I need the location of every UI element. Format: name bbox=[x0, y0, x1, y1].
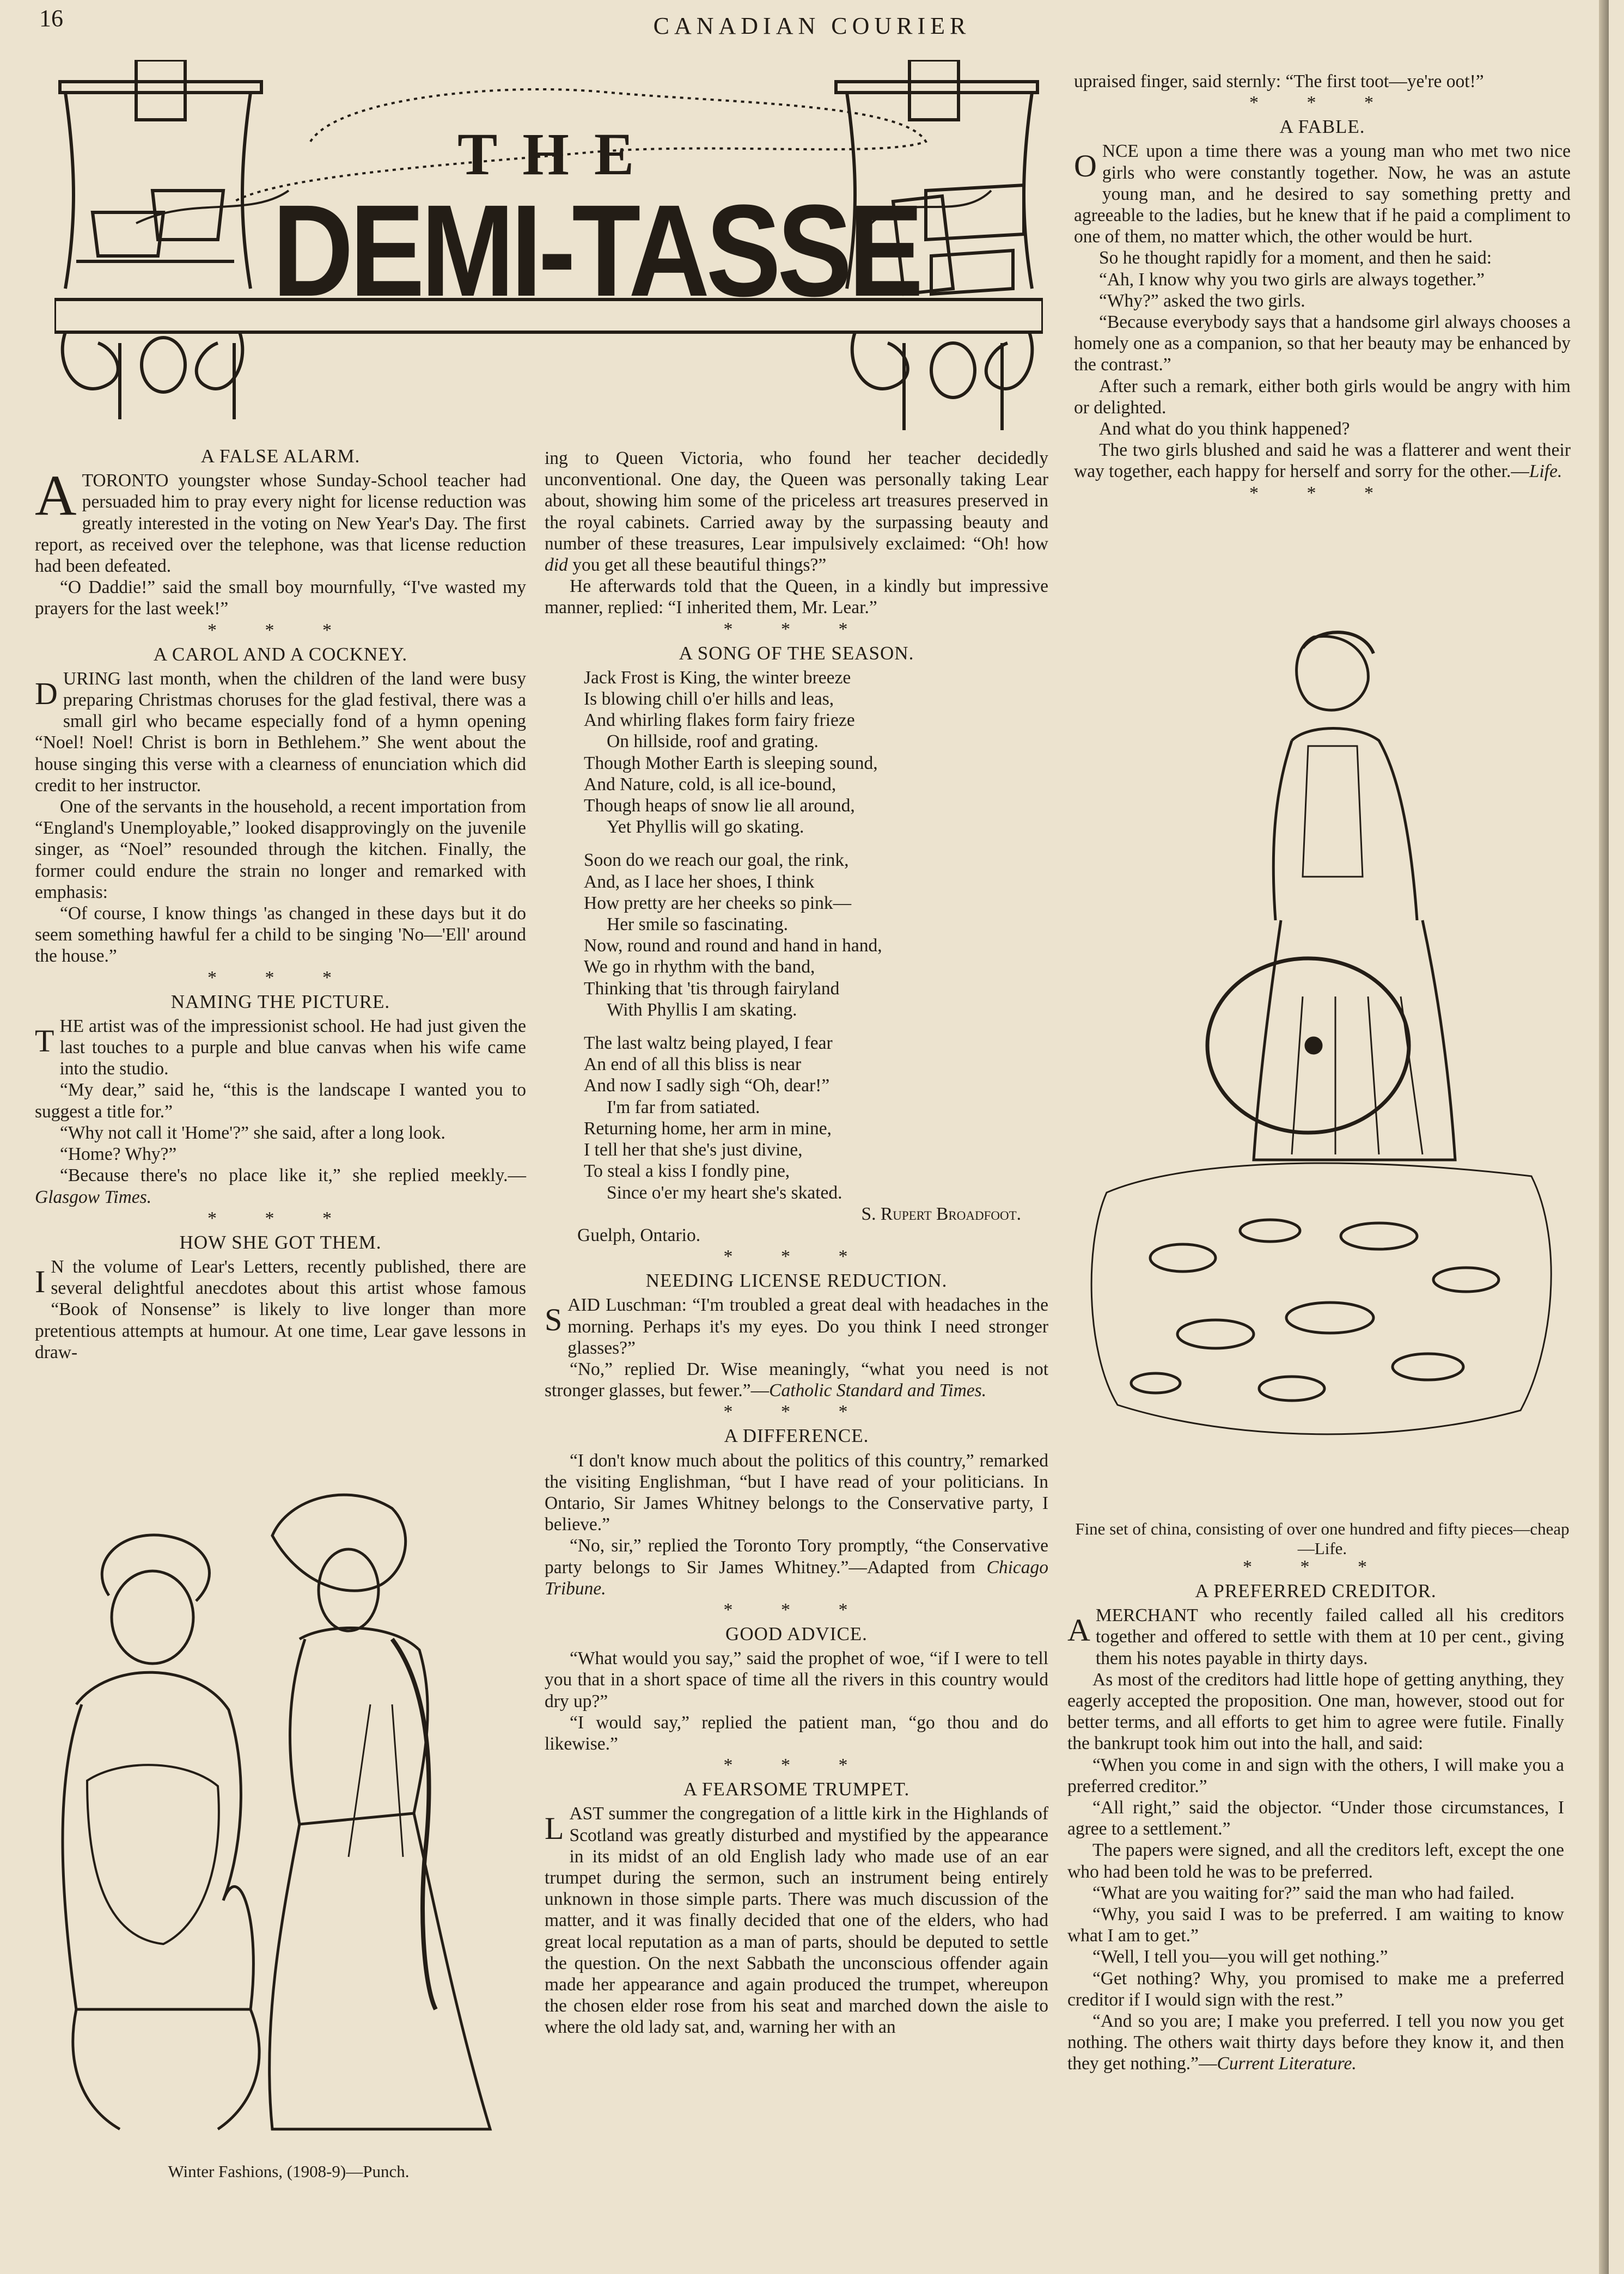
separator: * * * bbox=[723, 1755, 870, 1776]
drop-cap-d: D bbox=[35, 675, 58, 711]
running-head: CANADIAN COURIER bbox=[653, 13, 971, 39]
separator: * * * bbox=[207, 967, 353, 988]
verse-line: Is blowing chill o'er hills and leas, bbox=[584, 689, 834, 710]
drop-cap-t: T bbox=[35, 1023, 54, 1059]
song-author: S. Rupert Broadfoot. bbox=[861, 1203, 1021, 1224]
needing-p1: AID Luschman: “I'm troubled a great deal with headaches in the morning. Perhaps it's my eyes. Do you think I need stronger glasses?” bbox=[567, 1295, 1048, 1358]
drop-cap-o: O bbox=[1074, 148, 1097, 184]
naming-p2: “My dear,” said he, “this is the landscape I wanted you to suggest a title for.” bbox=[35, 1080, 526, 1122]
column-3 bbox=[1074, 71, 1571, 501]
fable-p2: So he thought rapidly for a moment, and then he said: bbox=[1099, 248, 1492, 268]
creditor-p3: “When you come in and sign with the others, I will make you a preferred creditor.” bbox=[1067, 1755, 1564, 1796]
creditor-p8: “Well, I tell you—you will get nothing.” bbox=[1092, 1947, 1388, 1967]
creditor-p9: “Get nothing? Why, you promised to make me a preferred creditor if I would sign with the rest.” bbox=[1067, 1968, 1564, 2010]
verse-line: With Phyllis I am skating. bbox=[607, 999, 797, 1020]
creditor-p10: “And so you are; I make you preferred. I tell you now you get nothing. The others wait thirty days before they know it, and then they get nothing.”— bbox=[1067, 2011, 1564, 2074]
separator: * * * bbox=[1249, 482, 1395, 503]
lear-continued: ing to Queen Victoria, who found her teacher decidedly unconventional. One day, the Queen was personally taking Lear about, showing him some of the priceless art treasures preserved in the royal cabinets. Carried away by the surpassing beauty and number of these treasures, Lear impulsively exclaimed: “Oh! how bbox=[545, 448, 1048, 554]
advice-p1: “What would you say,” said the prophet of woe, “if I were to tell you that in a short space of time all the rivers in this country would dry up?” bbox=[545, 1648, 1048, 1711]
song-stanza-2 bbox=[545, 849, 1048, 1020]
fable-p4: “Why?” asked the two girls. bbox=[1099, 290, 1305, 311]
maid-drawing bbox=[1074, 615, 1571, 1508]
trumpet-ending: upraised finger, said sternly: “The first toot—ye're oot!” bbox=[1074, 71, 1484, 91]
verse-line: Jack Frost is King, the winter breeze bbox=[584, 667, 851, 688]
heading-how-she: HOW SHE GOT THEM. bbox=[179, 1231, 382, 1253]
lear-p2: He afterwards told that the Queen, in a kindly but impressive manner, replied: “I inherited them, Mr. Lear.” bbox=[545, 576, 1048, 618]
heading-false-alarm: A FALSE ALARM. bbox=[200, 445, 361, 467]
verse-line: And whirling flakes form fairy frieze bbox=[584, 710, 855, 731]
caption-china: Fine set of china, consisting of over one hundred and fifty pieces—cheap—Life. bbox=[1075, 1519, 1570, 1558]
heading-fable: A FABLE. bbox=[1279, 116, 1365, 138]
separator: * * * bbox=[1243, 1557, 1389, 1577]
verse-line: I'm far from satiated. bbox=[607, 1097, 760, 1117]
naming-p1: HE artist was of the impressionist school. He had just given the last touches to a purple and blue canvas when his wife came into the studio. bbox=[59, 1016, 526, 1079]
separator: * * * bbox=[723, 1599, 870, 1620]
heading-song: A SONG OF THE SEASON. bbox=[679, 642, 914, 664]
separator: * * * bbox=[1249, 93, 1395, 113]
creditor-p1: MERCHANT who recently failed called all his creditors together and offered to settle with them at 10 per cent., giving them his notes payable in thirty days. bbox=[1095, 1605, 1564, 1668]
verse-line: An end of all this bliss is near bbox=[584, 1054, 802, 1075]
verse-line: To steal a kiss I fondly pine, bbox=[584, 1161, 790, 1182]
advice-p2: “I would say,” replied the patient man, “go thou and do likewise.” bbox=[545, 1712, 1048, 1754]
page-number: 16 bbox=[39, 5, 63, 32]
creditor-p6: “What are you waiting for?” said the man who had failed. bbox=[1092, 1882, 1515, 1903]
column-2 bbox=[545, 448, 1048, 2038]
masthead-title: DEMI-TASSE bbox=[272, 178, 920, 323]
verse-line: The last waltz being played, I fear bbox=[584, 1033, 833, 1054]
caption-winter-fashions: Winter Fashions, (1908-9)—Punch. bbox=[168, 2162, 410, 2181]
separator: * * * bbox=[723, 1246, 870, 1267]
verse-line: On hillside, roof and grating. bbox=[607, 731, 819, 752]
carol-p3: “Of course, I know things 'as changed in these days but it do seem something hawful fer a child to be singing 'No—'Ell' around the house.” bbox=[35, 903, 526, 967]
creditor-p2: As most of the creditors had little hope of getting anything, they eagerly accepted the proposition. One man, however, stood out for better terms, and all efforts to get him to agree were futile. Finally the bankrupt took him out into the hall, and said: bbox=[1067, 1669, 1564, 1754]
lear-did: did bbox=[545, 555, 568, 576]
page-edge-shadow bbox=[1599, 0, 1609, 2274]
separator: * * * bbox=[207, 620, 353, 640]
heading-advice: GOOD ADVICE. bbox=[725, 1623, 868, 1645]
verse-line: We go in rhythm with the band, bbox=[584, 957, 815, 977]
heading-trumpet: A FEARSOME TRUMPET. bbox=[683, 1778, 910, 1800]
fable-p3: “Ah, I know why you two girls are always together.” bbox=[1099, 269, 1485, 290]
fable-p6: After such a remark, either both girls would be angry with him or delighted. bbox=[1074, 376, 1571, 418]
verse-line: I tell her that she's just divine, bbox=[584, 1140, 803, 1160]
trumpet-p1: AST summer the congregation of a little kirk in the Highlands of Scotland was greatly disturbed and mystified by the appearance in its midst of an old English lady who made use of an ear trumpet during the sermon, such an instrument being entirely unknown in those simple parts. There was much discussion of the matter, and it was finally decided that one of the elders, who had great local reputation as a man of parts, should be deputed to settle the question. On the next Sabbath the unconscious offender again made her appearance and again produced the trumpet, whereupon the chosen elder rose from his seat and marched down the aisle to where the old lady sat, and, warning her with an bbox=[545, 1804, 1048, 2038]
heading-carol: A CAROL AND A COCKNEY. bbox=[153, 643, 408, 665]
creditor-p7: “Why, you said I was to be preferred. I am waiting to know what I am to get.” bbox=[1067, 1904, 1564, 1946]
how-she-p1: N the volume of Lear's Letters, recently published, there are several delightful anecdotes about this artist whose famous “Book of Nonsense” is likely to live longer than more pretentious attempts at humour. At one time, Lear gave lessons in draw- bbox=[35, 1256, 526, 1362]
verse-line: Her smile so fascinating. bbox=[607, 914, 789, 935]
carol-p2: One of the servants in the household, a recent importation from “England's Unemployable,” looked disapprovingly on the juvenile singer, as “Noel” resounded through the kitchen. Finally, the former could endure the strain no longer and remarked with emphasis: bbox=[35, 797, 526, 902]
verse-line: Since o'er my heart she's skated. bbox=[607, 1182, 842, 1203]
heading-naming: NAMING THE PICTURE. bbox=[170, 991, 390, 1012]
creditor-p5: The papers were signed, and all the creditors left, except the one who had been told he was to be preferred. bbox=[1067, 1840, 1564, 1882]
false-alarm-p2: “O Daddie!” said the small boy mournfully, “I've wasted my prayers for the last week!” bbox=[35, 577, 526, 619]
song-stanza-3 bbox=[545, 1032, 1048, 1203]
heading-creditor: A PREFERRED CREDITOR. bbox=[1195, 1580, 1437, 1601]
naming-p5: “Because there's no place like it,” she replied meekly.— bbox=[60, 1165, 526, 1186]
verse-line: Now, round and round and hand in hand, bbox=[584, 936, 882, 956]
fable-p7: And what do you think happened? bbox=[1099, 419, 1350, 439]
separator: * * * bbox=[207, 1208, 353, 1228]
separator: * * * bbox=[723, 619, 870, 639]
verse-line: And, as I lace her shoes, I think bbox=[584, 871, 815, 892]
difference-p1: “I don't know much about the politics of this country,” remarked the visiting Englishman, “but I have read of your politicians. In Ontario, Sir James Whitney belongs to the Conservative party, I believe.” bbox=[545, 1450, 1048, 1535]
heading-needing: NEEDING LICENSE REDUCTION. bbox=[645, 1270, 948, 1292]
verse-line: Yet Phyllis will go skating. bbox=[607, 817, 804, 838]
verse-line: And now I sadly sigh “Oh, dear!” bbox=[584, 1075, 830, 1096]
song-place: Guelph, Ontario. bbox=[577, 1225, 701, 1245]
naming-p3: “Why not call it 'Home'?” she said, after a long look. bbox=[60, 1122, 445, 1143]
creditor-source: Current Literature. bbox=[1217, 2053, 1357, 2074]
verse-line: And Nature, cold, is all ice-bound, bbox=[584, 774, 837, 794]
needing-source: Catholic Standard and Times. bbox=[769, 1380, 987, 1401]
drop-cap-a2: A bbox=[1067, 1612, 1090, 1648]
separator: * * * bbox=[723, 1402, 870, 1422]
carol-p1: URING last month, when the children of the land were busy preparing Christmas choruses for the glad festival, there was a small girl who became especially fond of a hymn opening “Noel! Noel! Christ is born in Bethlehem.” She went about the house singing this verse with a clearness of enunciation which did credit to her instructor. bbox=[35, 668, 526, 796]
column-1 bbox=[35, 439, 526, 1363]
verse-line: Though Mother Earth is sleeping sound, bbox=[584, 753, 878, 773]
drop-cap-l: L bbox=[545, 1811, 564, 1847]
fable-p5: “Because everybody says that a handsome girl always chooses a homely one as a companion, so that her beauty may be enhanced by the contrast.” bbox=[1074, 312, 1571, 375]
drop-cap-s: S bbox=[545, 1302, 563, 1338]
fable-p8: The two girls blushed and said he was a flatterer and went their way together, each happy for herself and sorry for the other.— bbox=[1074, 440, 1571, 482]
maid-broken-china-illustration bbox=[1074, 615, 1571, 1508]
lear-continued-2: you get all these beautiful things?” bbox=[567, 555, 827, 576]
creditor-p4: “All right,” said the objector. “Under those circumstances, I agree to a settlement.” bbox=[1067, 1798, 1564, 1839]
naming-source: Glasgow Times. bbox=[35, 1187, 152, 1207]
song-stanza-1 bbox=[545, 667, 1048, 838]
needing-p2: “No,” replied Dr. Wise meaningly, “what you need is not stronger glasses, but fewer.”— bbox=[545, 1359, 1048, 1401]
difference-source: Chicago Tribune. bbox=[545, 1557, 1048, 1599]
verse-line: Soon do we reach our goal, the rink, bbox=[584, 850, 849, 871]
winter-fashions-illustration bbox=[44, 1476, 534, 2156]
verse-line: How pretty are her cheeks so pink— bbox=[584, 893, 852, 913]
difference-p2: “No, sir,” replied the Toronto Tory promptly, “the Conservative party belongs to Sir James Whitney.”—Adapted from bbox=[545, 1536, 1048, 1578]
naming-p4: “Home? Why?” bbox=[60, 1144, 177, 1165]
drop-cap-i: I bbox=[35, 1263, 46, 1299]
fable-source: Life. bbox=[1529, 461, 1562, 482]
winter-fashions-drawing bbox=[44, 1476, 534, 2156]
heading-difference: A DIFFERENCE. bbox=[724, 1425, 869, 1447]
verse-line: Though heaps of snow lie all around, bbox=[584, 796, 855, 816]
fable-p1: NCE upon a time there was a young man who met two nice girls who were constantly together. Now, he was an astute young man, and he desired to say something pretty and agreeable to the ladies, but he knew that if he paid a compliment to one of them, no matter which, the other would be hurt. bbox=[1074, 141, 1571, 247]
verse-line: Returning home, her arm in mine, bbox=[584, 1118, 832, 1139]
false-alarm-p1: TORONTO youngster whose Sunday-School teacher had persuaded him to pray every night for license reduction was greatly interested in the voting on New Year's Day. The first report, as received over the telephone, was that license reduction had been defeated. bbox=[35, 470, 526, 577]
masthead-the: THE bbox=[457, 121, 660, 187]
verse-line: Thinking that 'tis through fairyland bbox=[584, 978, 840, 999]
drop-cap-a: A bbox=[35, 463, 77, 528]
masthead-illustration bbox=[54, 60, 1043, 441]
column-3-lower bbox=[1067, 1556, 1564, 2075]
